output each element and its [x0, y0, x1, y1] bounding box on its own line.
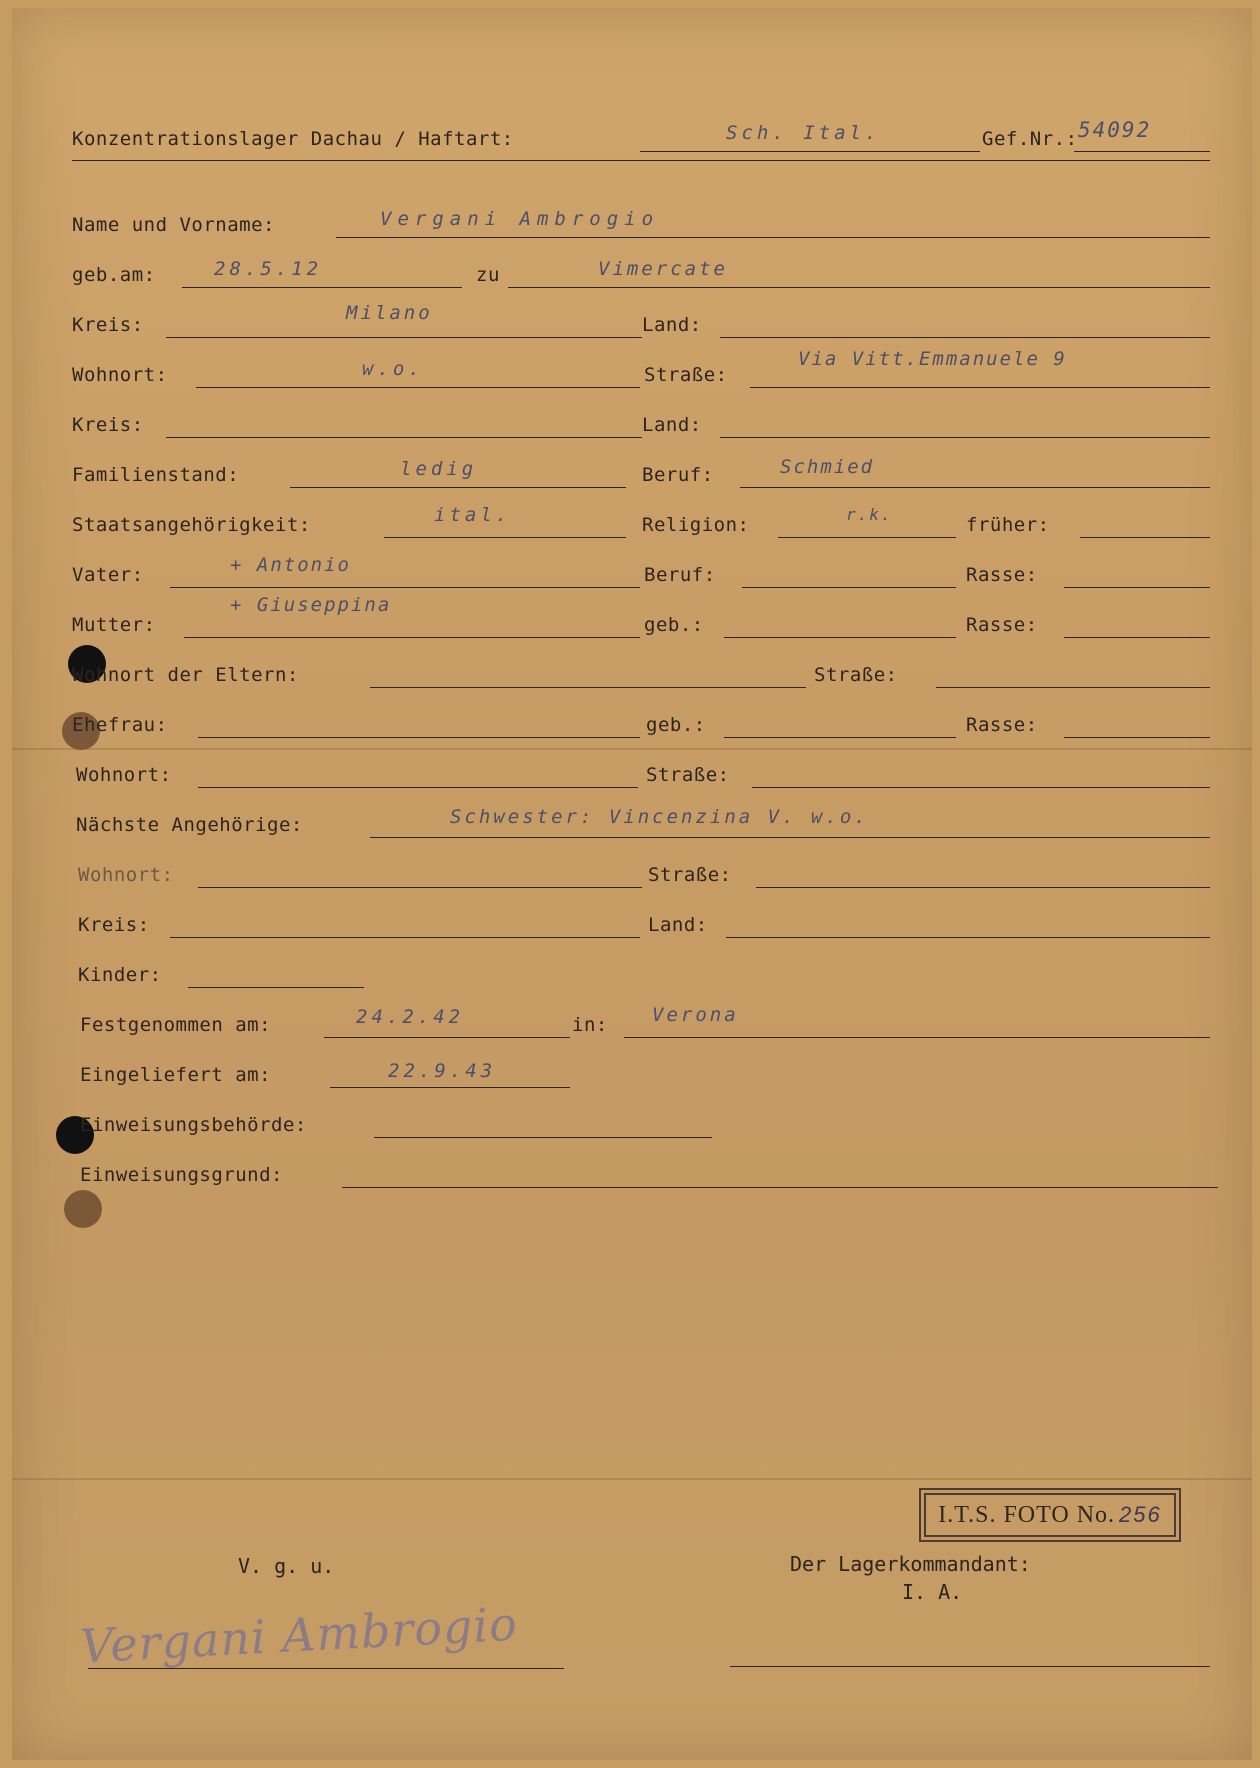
row-wohnort-3: [0, 850, 1260, 890]
beruf-label: Beruf:: [642, 464, 714, 486]
zu-label: zu: [476, 264, 500, 286]
land-line: [726, 937, 1210, 938]
beruf-line: [740, 487, 1210, 488]
einweisungsgrund-label: Einweisungsgrund:: [80, 1164, 283, 1186]
land-label: Land:: [648, 914, 708, 936]
beruf-line: [742, 587, 956, 588]
wohnort-line: [196, 387, 640, 388]
geb-am-label: geb.am:: [72, 264, 156, 286]
row-birth: [0, 250, 1260, 290]
in-label: in:: [572, 1014, 608, 1036]
mutter-label: Mutter:: [72, 614, 156, 636]
frueher-line: [1080, 537, 1210, 538]
header-row: [0, 114, 1260, 154]
geb-am-value: 28.5.12: [214, 258, 323, 280]
haftart-line: [640, 151, 980, 152]
signature-line: [88, 1668, 564, 1669]
festgenommen-label: Festgenommen am:: [80, 1014, 272, 1036]
staatsangehoerigkeit-line: [384, 537, 626, 538]
rasse-label: Rasse:: [966, 614, 1038, 636]
naechste-value: Schwester: Vincenzina V. w.o.: [450, 806, 869, 828]
row-naechste: [0, 800, 1260, 840]
kommandant-label: Der Lagerkommandant:: [790, 1552, 1031, 1576]
strasse-line: [750, 387, 1210, 388]
vater-label: Vater:: [72, 564, 144, 586]
geb-line: [724, 737, 956, 738]
eingeliefert-line: [330, 1087, 570, 1088]
kreis-label: Kreis:: [78, 914, 150, 936]
gef-nr-value: 54092: [1078, 118, 1152, 142]
ehefrau-label: Ehefrau:: [72, 714, 168, 736]
kreis-label: Kreis:: [72, 414, 144, 436]
row-ehefrau: [0, 700, 1260, 740]
strasse-label: Straße:: [644, 364, 728, 386]
beruf-label: Beruf:: [644, 564, 716, 586]
row-eingeliefert: [0, 1050, 1260, 1090]
row-einweisungsbehoerde: [0, 1100, 1260, 1140]
rasse-line: [1064, 637, 1210, 638]
kommandant-signature-line: [730, 1666, 1210, 1667]
row-vater: [0, 550, 1260, 590]
rasse-line: [1064, 737, 1210, 738]
ehefrau-line: [198, 737, 640, 738]
religion-line: [778, 537, 956, 538]
wohnort-line: [198, 787, 638, 788]
geb-label: geb.:: [644, 614, 704, 636]
geb-line: [724, 637, 956, 638]
strasse-line: [752, 787, 1210, 788]
mutter-value: + Giuseppina: [230, 594, 392, 616]
naechste-line: [370, 837, 1210, 838]
row-festgenommen: [0, 1000, 1260, 1040]
kreis-label: Kreis:: [72, 314, 144, 336]
haftart-value: Sch. Ital.: [726, 122, 881, 144]
religion-label: Religion:: [642, 514, 750, 536]
zu-value: Vimercate: [598, 258, 728, 280]
mutter-line: [184, 637, 640, 638]
prisoner-signature: Vergani Ambrogio: [78, 1596, 519, 1674]
rasse-label: Rasse:: [966, 564, 1038, 586]
vater-line: [170, 587, 640, 588]
geb-am-line: [182, 287, 462, 288]
gef-nr-label: Gef.Nr.:: [982, 128, 1078, 150]
rasse-label: Rasse:: [966, 714, 1038, 736]
row-kinder: [0, 950, 1260, 990]
kreis-value: Milano: [346, 302, 433, 324]
strasse-label: Straße:: [814, 664, 898, 686]
gef-nr-line: [1074, 151, 1210, 152]
name-value: Vergani Ambrogio: [380, 208, 660, 230]
zu-line: [508, 287, 1210, 288]
familienstand-line: [290, 487, 626, 488]
eingeliefert-label: Eingeliefert am:: [80, 1064, 272, 1086]
kreis-line: [166, 337, 642, 338]
strasse-value: Via Vitt.Emmanuele 9: [798, 348, 1067, 370]
row-kreis-2: [0, 400, 1260, 440]
name-line: [336, 237, 1210, 238]
einweisungsbehoerde-label: Einweisungsbehörde:: [80, 1114, 307, 1136]
einweisungsgrund-line: [342, 1187, 1218, 1188]
stamp-number: 256: [1119, 1502, 1162, 1527]
row-mutter: [0, 594, 1260, 640]
punch-hole: [64, 1190, 102, 1228]
in-line: [624, 1037, 1210, 1038]
row-wohnort-eltern: [0, 650, 1260, 690]
kommandant-ia: I. A.: [902, 1580, 963, 1604]
festgenommen-line: [324, 1037, 570, 1038]
kreis-line: [170, 937, 640, 938]
religion-value: r.k.: [846, 505, 893, 524]
einweisungsbehoerde-line: [374, 1137, 712, 1138]
vater-value: + Antonio: [230, 554, 351, 576]
land-line: [720, 437, 1210, 438]
naechste-label: Nächste Angehörige:: [76, 814, 303, 836]
strasse-label: Straße:: [648, 864, 732, 886]
row-einweisungsgrund: [0, 1150, 1260, 1190]
wohnort-eltern-label: Wohnort der Eltern:: [72, 664, 299, 686]
wohnort-value: w.o.: [362, 358, 424, 380]
kreis-line: [166, 437, 642, 438]
strasse-label: Straße:: [646, 764, 730, 786]
kinder-label: Kinder:: [78, 964, 162, 986]
row-wohnort-2: [0, 750, 1260, 790]
wohnort-eltern-line: [370, 687, 806, 688]
vgu-label: V. g. u.: [238, 1554, 335, 1578]
row-familienstand: [0, 450, 1260, 490]
row-kreis-1: [0, 300, 1260, 340]
wohnort-label: Wohnort:: [78, 864, 174, 886]
its-foto-stamp: [919, 1488, 1181, 1542]
land-label: Land:: [642, 414, 702, 436]
camp-label: Konzentrationslager Dachau / Haftart:: [72, 128, 514, 150]
row-kreis-3: [0, 900, 1260, 940]
row-name: [0, 200, 1260, 240]
in-value: Verona: [652, 1004, 739, 1026]
staatsangehoerigkeit-label: Staatsangehörigkeit:: [72, 514, 311, 536]
wohnort-line: [198, 887, 642, 888]
staatsangehoerigkeit-value: ital.: [434, 504, 512, 526]
row-staatsangehoerigkeit: [0, 500, 1260, 540]
rasse-line: [1064, 587, 1210, 588]
row-wohnort-1: [0, 350, 1260, 390]
wohnort-label: Wohnort:: [72, 364, 168, 386]
land-label: Land:: [642, 314, 702, 336]
fold-crease: [12, 1478, 1252, 1480]
festgenommen-value: 24.2.42: [356, 1006, 465, 1028]
frueher-label: früher:: [966, 514, 1050, 536]
land-line: [720, 337, 1210, 338]
eingeliefert-value: 22.9.43: [388, 1060, 497, 1082]
beruf-value: Schmied: [780, 456, 875, 478]
wohnort-label: Wohnort:: [76, 764, 172, 786]
header-rule: [72, 160, 1210, 161]
familienstand-label: Familienstand:: [72, 464, 240, 486]
name-label: Name und Vorname:: [72, 214, 275, 236]
strasse-line: [936, 687, 1210, 688]
stamp-text: I.T.S. FOTO No.: [938, 1501, 1116, 1528]
strasse-line: [756, 887, 1210, 888]
kinder-line: [188, 987, 364, 988]
geb-label: geb.:: [646, 714, 706, 736]
familienstand-value: ledig: [400, 458, 478, 480]
